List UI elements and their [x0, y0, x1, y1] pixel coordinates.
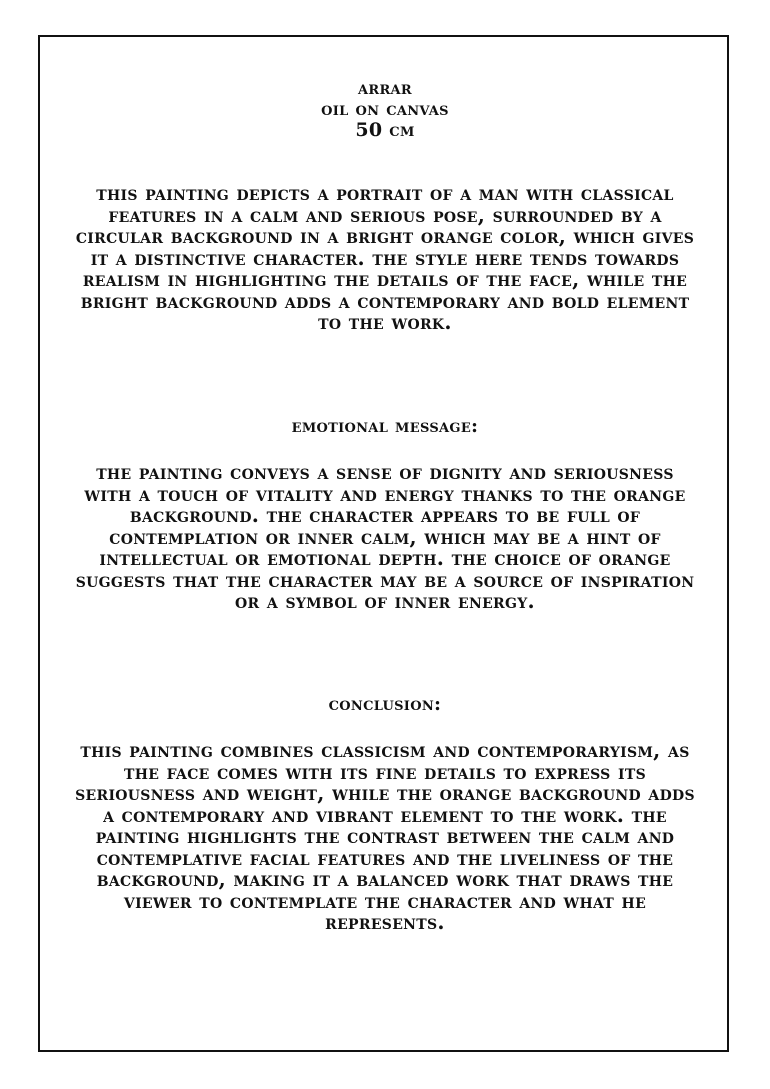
artwork-header — [70, 78, 700, 141]
emotional-message-heading: emotional message: — [291, 415, 479, 437]
emotional-message-paragraph: the painting conveys a sense of dignity and seriousness with a touch of vitality and energy thanks to the orange background. the character appears to be full of contemplation or inner calm, which may be a hint of intellectual or emotional depth. the choice of orange suggests that the character may be a source of inspiration or a symbol of inner energy. — [75, 460, 695, 613]
conclusion-heading: conclusion: — [328, 693, 442, 715]
description-paragraph: this painting depicts a portrait of a man with classical features in a calm and serious pose, surrounded by a circular background in a bright orange color, which gives it a distinctive character. the style here tends towards realism in highlighting the details of the face, while the bright background adds a contemporary and bold element to the work. — [75, 181, 695, 334]
artwork-medium: oil on canvas — [321, 98, 449, 120]
conclusion-paragraph: this painting combines classicism and contemporaryism, as the face comes with its fine details to express its seriousness and weight, while the orange background adds a contemporary and vibrant element to the work. the painting highlights the contrast between the calm and contemplative facial features and the liveliness of the background, making it a balanced work that draws the viewer to contemplate the character and what he represents. — [75, 738, 695, 934]
artwork-size: 50 cm — [355, 119, 415, 141]
artwork-title: arrar — [357, 77, 413, 99]
